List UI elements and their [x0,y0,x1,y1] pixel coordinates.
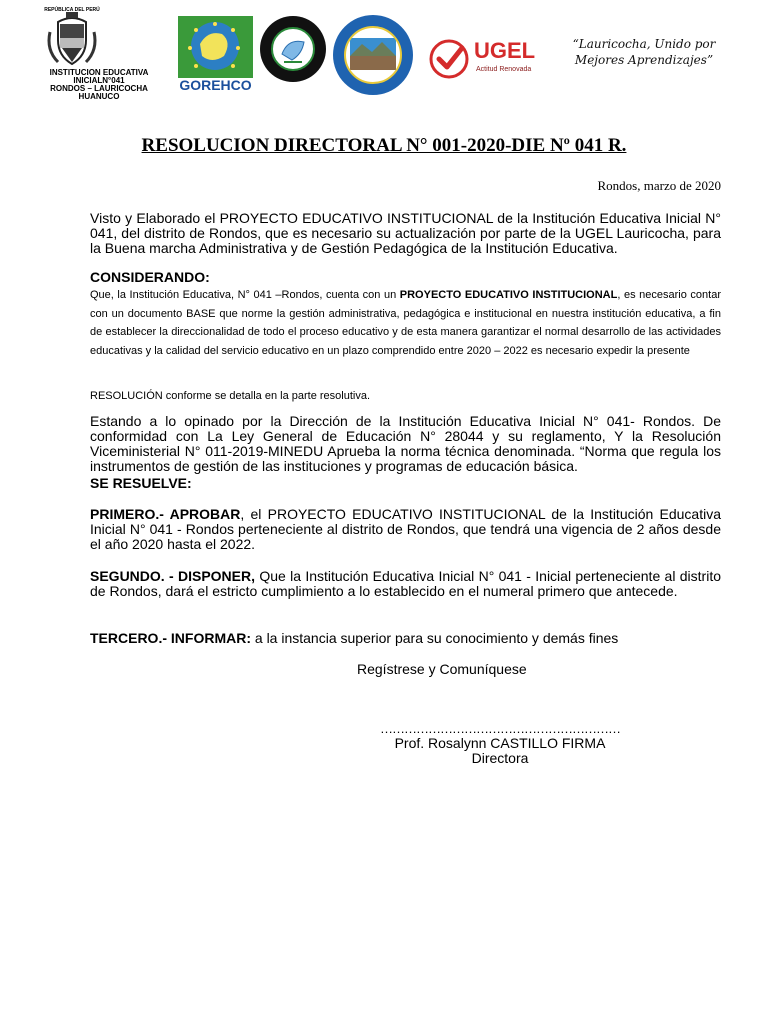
signer-name: Prof. Rosalynn CASTILLO FIRMA [394,735,606,751]
primero-text: , el PROYECTO EDUCATIVO INSTITUCIONAL de la Institución Educativa Inicial N° 041 - Rondos perteneciente al distrito de Rondos, que tendrá una vigencia de 2 años desde el año 2020 hasta el 2022. [90,506,721,552]
resolution-title: RESOLUCION DIRECTORAL N° 001-2020-DIE Nº 041 R. [141,135,627,156]
institution-crest [44,7,100,68]
segundo-label: SEGUNDO. - DISPONER, [90,568,255,584]
institution-line-3: HUANUCO [78,92,120,101]
signer-role: Directora [471,750,529,766]
slogan-line-2: Mejores Aprendizajes” [574,53,714,67]
ugel-label: UGEL [474,38,536,63]
segundo-paragraph [90,569,721,599]
signature-block [342,722,658,766]
ugel-checkmark-icon [428,38,470,80]
primero-paragraph [90,507,721,552]
gorehco-label: GOREHCO [179,77,252,93]
slogan [554,36,734,68]
regional-education-seal [332,12,414,98]
institution-line-2: RONDOS – LAURICOCHA [50,84,148,93]
considerando-pei: PROYECTO EDUCATIVO INSTITUCIONAL [399,289,618,301]
tercero-label: TERCERO.- INFORMAR: [90,630,251,646]
tercero-text: a la instancia superior para su conocimiento y demás fines [251,630,619,646]
considerando-text-a: Que, la Institución Educativa, N° 041 –Rondos, cuenta con un [90,289,400,301]
considerando-heading: CONSIDERANDO: [90,269,210,285]
visto-paragraph: Visto y Elaborado el PROYECTO EDUCATIVO INSTITUCIONAL de la Institución Educativa Inicial N° 041, del distrito de Rondos, que es necesario su actualización por parte de la UGEL Lauricocha, para la Buena marcha Administrativa y de Gestión Pedagógica de la Institución Educativa. [90,210,721,256]
document-date: Rondos, marzo de 2020 [597,178,721,193]
resolucion-line: RESOLUCIÓN conforme se detalla en la parte resolutiva. [90,390,371,402]
se-resuelve-heading: SE RESUELVE: [90,475,192,491]
considerando-paragraph [90,286,721,360]
estando-paragraph: Estando a lo opinado por la Dirección de la Institución Educativa Inicial N° 041- Rondos. De conformidad con La Ley General de Educación N° 28044 y su reglamento, Y la Resolución Viceministerial N° 011-2019-MINEDU Aprueba la norma técnica denominada. “Norma que regula los instrumentos de gestión de las instituciones y programas de educación básica. [90,413,721,474]
tercero-paragraph [90,631,721,646]
segundo-text: Que la Institución Educativa Inicial N° 041 - Inicial perteneciente al distrito de Rondos, dará el estricto cumplimiento a lo establecido en el numeral primero que antecede. [90,568,721,599]
slogan-line-1: “Lauricocha, Unido por [572,37,716,51]
primero-label: PRIMERO.- APROBAR [90,506,241,522]
crest-top-text: REPÚBLICA DEL PERÚ [44,7,100,13]
ugel-subtext: Actitud Renovada [476,66,532,73]
dre-huanuco-seal [258,14,328,84]
signature-line: …………………………………………………… [380,721,620,736]
institution-name-block [24,69,174,101]
institution-line-1: INSTITUCION EDUCATIVA INICIALN°041 [49,68,149,85]
considerando-text-c: , es necesario contar con un documento BASE que norme la gestión administrativa, pedagógica e institucional en nuestra institución educativa, a fin de establecer la direccionalidad de todo el proceso educativo y de esta manera garantizar el normal desarrollo de las actividades educativas y la calidad del servicio educativo en un plazo comprendido entre 2020 – 2022 es necesario expedir la presente [90,289,721,357]
registrese-text: Regístrese y Comuníquese [357,661,527,677]
